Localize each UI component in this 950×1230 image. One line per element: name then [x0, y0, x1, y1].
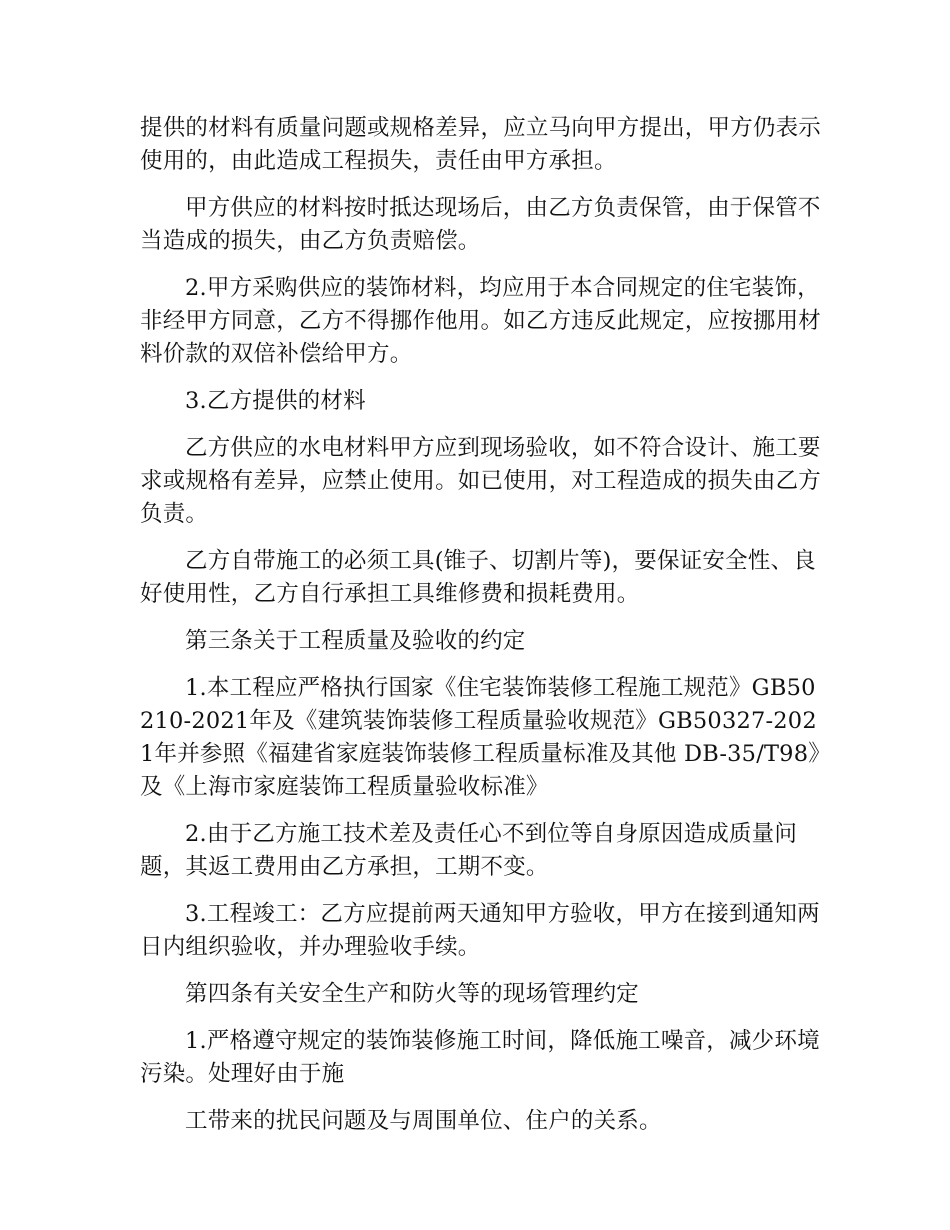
paragraph-neighbors: 工带来的扰民问题及与周围单位、住户的关系。 [185, 1108, 662, 1134]
paragraph-clause-2: 2.甲方采购供应的装饰材料，均应用于本合同规定的住宅装饰，非经甲方同意，乙方不得挪作他用。如乙方违反此规定，应按挪用材料价款的双倍补偿给甲方。 [140, 275, 822, 367]
paragraph-tools: 乙方自带施工的必须工具(锥子、切割片等)，要保证安全性、良好使用性，乙方自行承担工具维修费和损耗费用。 [140, 548, 816, 607]
section-heading-article-3: 第三条关于工程质量及验收的约定 [185, 628, 526, 654]
paragraph-construction-hours: 1.严格遵守规定的装饰装修施工时间，降低施工噪音，减少环境污染。处理好由于施 [140, 1028, 820, 1087]
section-heading-article-4: 第四条有关安全生产和防火等的现场管理约定 [185, 981, 640, 1007]
paragraph-material-custody: 甲方供应的材料按时抵达现场后，由乙方负责保管，由于保管不当造成的损失，由乙方负责赔偿。 [140, 195, 821, 254]
paragraph-continuation: 提供的材料有质量问题或规格差异，应立马向甲方提出，甲方仍表示使用的，由此造成工程损失，责任由甲方承担。 [140, 115, 822, 174]
paragraph-completion: 3.工程竣工：乙方应提前两天通知甲方验收，甲方在接到通知两日内组织验收，并办理验收手续。 [140, 901, 820, 960]
paragraph-rework: 2.由于乙方施工技术差及责任心不到位等自身原因造成质量问题，其返工费用由乙方承担，工期不变。 [140, 821, 798, 880]
document-body [140, 112, 830, 1152]
paragraph-plumbing-materials: 乙方供应的水电材料甲方应到现场验收，如不符合设计、施工要求或规格有差异，应禁止使用。如已使用，对工程造成的损失由乙方负责。 [140, 435, 822, 527]
paragraph-clause-3-heading: 3.乙方提供的材料 [185, 388, 366, 414]
paragraph-standards: 1.本工程应严格执行国家《住宅装饰装修工程施工规范》GB50210-2021年及《建筑装饰装修工程质量验收规范》GB50327-2021年并参照《福建省家庭装饰装修工程质量标准及其他 DB-35/T98》及《上海市家庭装饰工程质量验收标准》 [140, 675, 820, 800]
